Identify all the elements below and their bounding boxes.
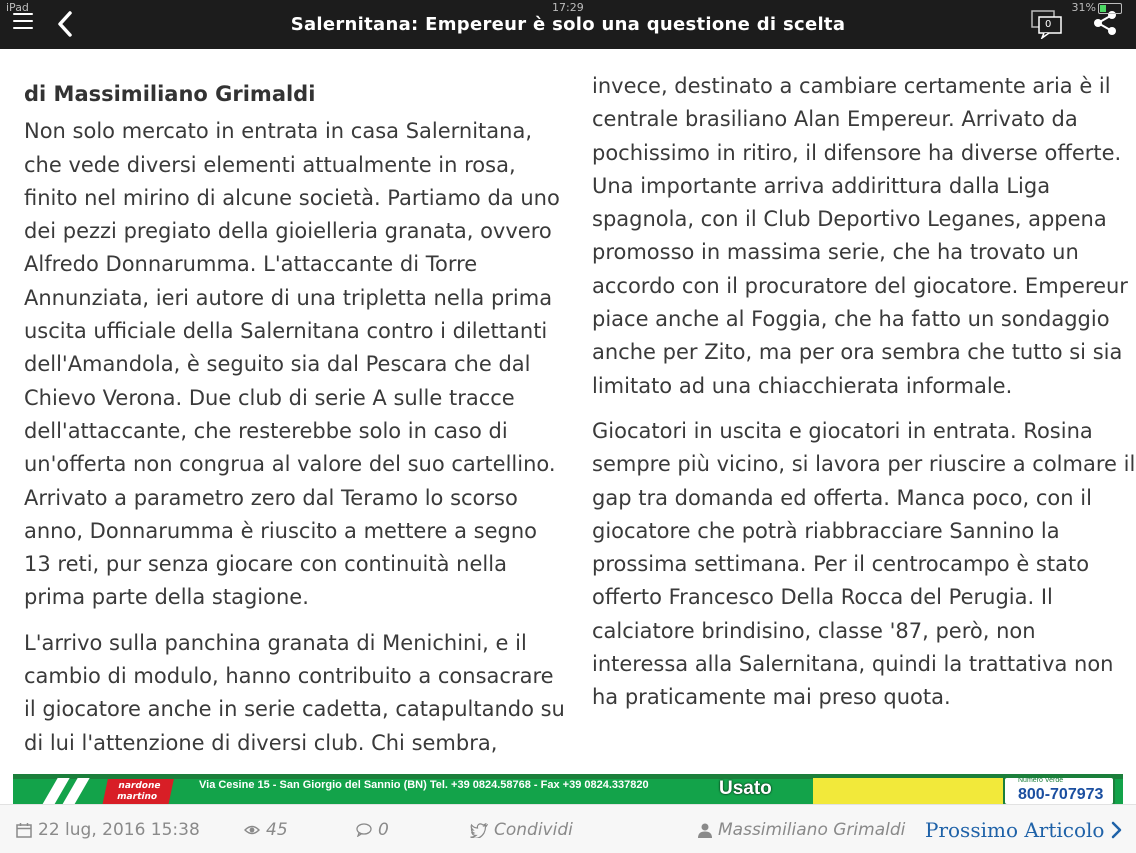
eye-icon xyxy=(244,824,260,836)
comment-count[interactable] xyxy=(356,820,389,840)
article-footer xyxy=(0,804,1136,853)
twitter-icon xyxy=(470,823,488,838)
publish-date xyxy=(16,820,200,840)
view-count xyxy=(244,820,288,840)
carrier-label: iPad xyxy=(6,1,29,14)
next-article-label: Prossimo Articolo xyxy=(925,818,1105,842)
ad-toll-free-number: 800-707973 xyxy=(1018,786,1104,803)
article-paragraph: Non solo mercato in entrata in casa Salernitana, che vede diversi elementi attualmente in rosa, finito nel mirino di alcune società. Partiamo da uno dei pezzi pregiato della gioielleria granata, ovvero Alfredo Donnarumma. L'attaccante di Torre Annunziata, ieri autore di una tripletta nella prima uscita ufficiale della Salernitana contro i dilettanti dell'Amandola, è seguito sia dal Pescara che dal Chievo Verona. Due club di serie A sulle tracce dell'attaccante, che resterebbe solo in caso di un'offerta non congrua al valore del suo cartellino. Arrivato a parametro zero dal Teramo lo scorso anno, Donnarumma è riuscito a mettere a segno 13 reti, pur senza giocare con continuità nella prima parte della stagione. xyxy=(24,119,560,610)
next-article-button[interactable] xyxy=(925,818,1122,842)
battery-icon xyxy=(1098,3,1122,14)
view-count-text: 45 xyxy=(266,820,288,840)
comment-count-text: 0 xyxy=(378,820,389,840)
article-body xyxy=(24,70,1136,760)
ad-yellow-block xyxy=(813,778,1003,804)
article-title: Salernitana: Empereur è solo una questione di scelta xyxy=(290,14,846,35)
author xyxy=(698,820,905,840)
publish-date-text: 22 lug, 2016 15:38 xyxy=(38,820,200,840)
ad-brand-logo: nardone martino xyxy=(102,779,174,804)
article-paragraph: Giocatori in uscita e giocatori in entrata. Rosina sempre più vicino, si lavora per riuscire a colmare il gap tra domanda ed offerta. Manca poco, con il giocatore che potrà riabbracciare Sannino la prossima settimana. Per il centrocampo è stato offerto Francesco Della Rocca del Perugia. Il calciatore brindisino, classe '87, però, non interessa alla Salernitana, quindi la trattativa non ha praticamente mai preso quota. xyxy=(592,418,1136,710)
chevron-right-icon xyxy=(1110,821,1122,839)
calendar-icon xyxy=(16,822,32,838)
author-name: Massimiliano Grimaldi xyxy=(718,820,906,840)
person-icon xyxy=(698,823,712,838)
status-bar xyxy=(0,0,1136,14)
article-byline: di Massimiliano Grimaldi xyxy=(24,82,316,106)
clock: 17:29 xyxy=(552,1,584,14)
share-label: Condividi xyxy=(494,820,573,840)
ad-banner[interactable] xyxy=(13,774,1123,804)
comments-count: 0 xyxy=(1045,19,1052,30)
share-twitter-button[interactable] xyxy=(470,820,573,840)
ad-headline: Usato xyxy=(719,778,772,799)
speech-bubble-icon xyxy=(356,823,372,837)
ad-contact-info: Via Cesine 15 - San Giorgio del Sannio (BN) Tel. +39 0824.58768 - Fax +39 0824.337820 xyxy=(199,779,649,791)
battery-percent: 31% xyxy=(1071,1,1096,14)
article-paragraph: L'arrivo sulla panchina granata di Menichini, e il cambio di modulo, hanno contribuito a consacrare il giocatore anche in serie cadetta, catapultando su di lui l'attenzione di diversi club. Chi sembra, invece, destinato a cambiare certamente aria è il centrale brasiliano Alan Empereur. Arrivato da pochissimo in ritiro, il difensore ha diverse offerte. Una importante arriva addirittura dalla Liga spagnola, con il Club Deportivo Leganes, appena promosso in massima serie, che ha trovato un accordo con il procuratore del giocatore. Empereur piace anche al Foggia, che ha fatto un sondaggio anche per Zito, ma per ora sembra che tutto si sia limitato ad una chiacchierata informale. xyxy=(24,74,1128,755)
ad-toll-free-label: Numero Verde xyxy=(1018,777,1064,784)
battery-level xyxy=(1100,5,1106,12)
